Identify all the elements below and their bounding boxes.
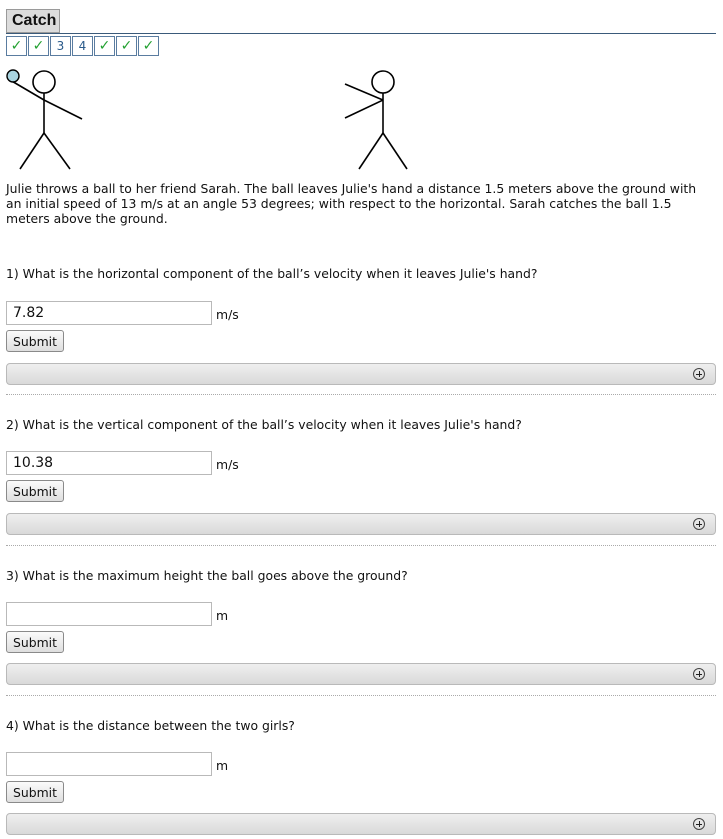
question-4-hint-bar[interactable] [6,813,716,835]
question-1-text: 1) What is the horizontal component of the ball’s velocity when it leaves Julie's hand? [6,266,538,281]
expand-plus-icon[interactable] [693,668,705,680]
question-4-text: 4) What is the distance between the two girls? [6,718,295,733]
question-1-unit: m/s [216,307,239,322]
expand-plus-icon[interactable] [693,368,705,380]
page-title: Catch [6,9,60,33]
question-3-answer-input[interactable] [6,602,212,626]
divider [6,545,716,546]
divider [6,695,716,696]
nav-item-4[interactable]: 4 [72,36,93,56]
julie-figure [10,71,82,169]
title-rule [6,33,716,34]
question-4-unit: m [216,758,229,773]
question-3-submit-button[interactable]: Submit [6,631,64,653]
nav-item-6[interactable]: ✓ [116,36,137,56]
nav-item-5[interactable]: ✓ [94,36,115,56]
question-2-hint-bar[interactable] [6,513,716,535]
question-1-hint-bar[interactable] [6,363,716,385]
nav-item-7[interactable]: ✓ [138,36,159,56]
question-4-submit-button[interactable]: Submit [6,781,64,803]
sarah-figure [345,71,407,169]
problem-statement: Julie throws a ball to her friend Sarah. The ball leaves Julie's hand a distance 1.5 meters above the ground with an initial speed of 13 m/s at an angle 53 degrees; with respect to the horizontal. Sarah catches the ball 1.5 meters above the ground. [6,181,697,226]
expand-plus-icon[interactable] [693,818,705,830]
ball [7,70,19,82]
divider [6,394,716,395]
question-2-submit-button[interactable]: Submit [6,480,64,502]
question-3-hint-bar[interactable] [6,663,716,685]
question-3-unit: m [216,608,229,623]
question-1-submit-button[interactable]: Submit [6,330,64,352]
question-2-unit: m/s [216,457,239,472]
expand-plus-icon[interactable] [693,518,705,530]
question-1-answer-input[interactable] [6,301,212,325]
stick-figure-illustration [0,62,430,174]
question-nav [6,36,160,56]
question-3-text: 3) What is the maximum height the ball goes above the ground? [6,568,408,583]
question-2-text: 2) What is the vertical component of the ball’s velocity when it leaves Julie's hand? [6,417,522,432]
question-4-answer-input[interactable] [6,752,212,776]
nav-item-3[interactable]: 3 [50,36,71,56]
nav-item-2[interactable]: ✓ [28,36,49,56]
question-2-answer-input[interactable] [6,451,212,475]
nav-item-1[interactable]: ✓ [6,36,27,56]
